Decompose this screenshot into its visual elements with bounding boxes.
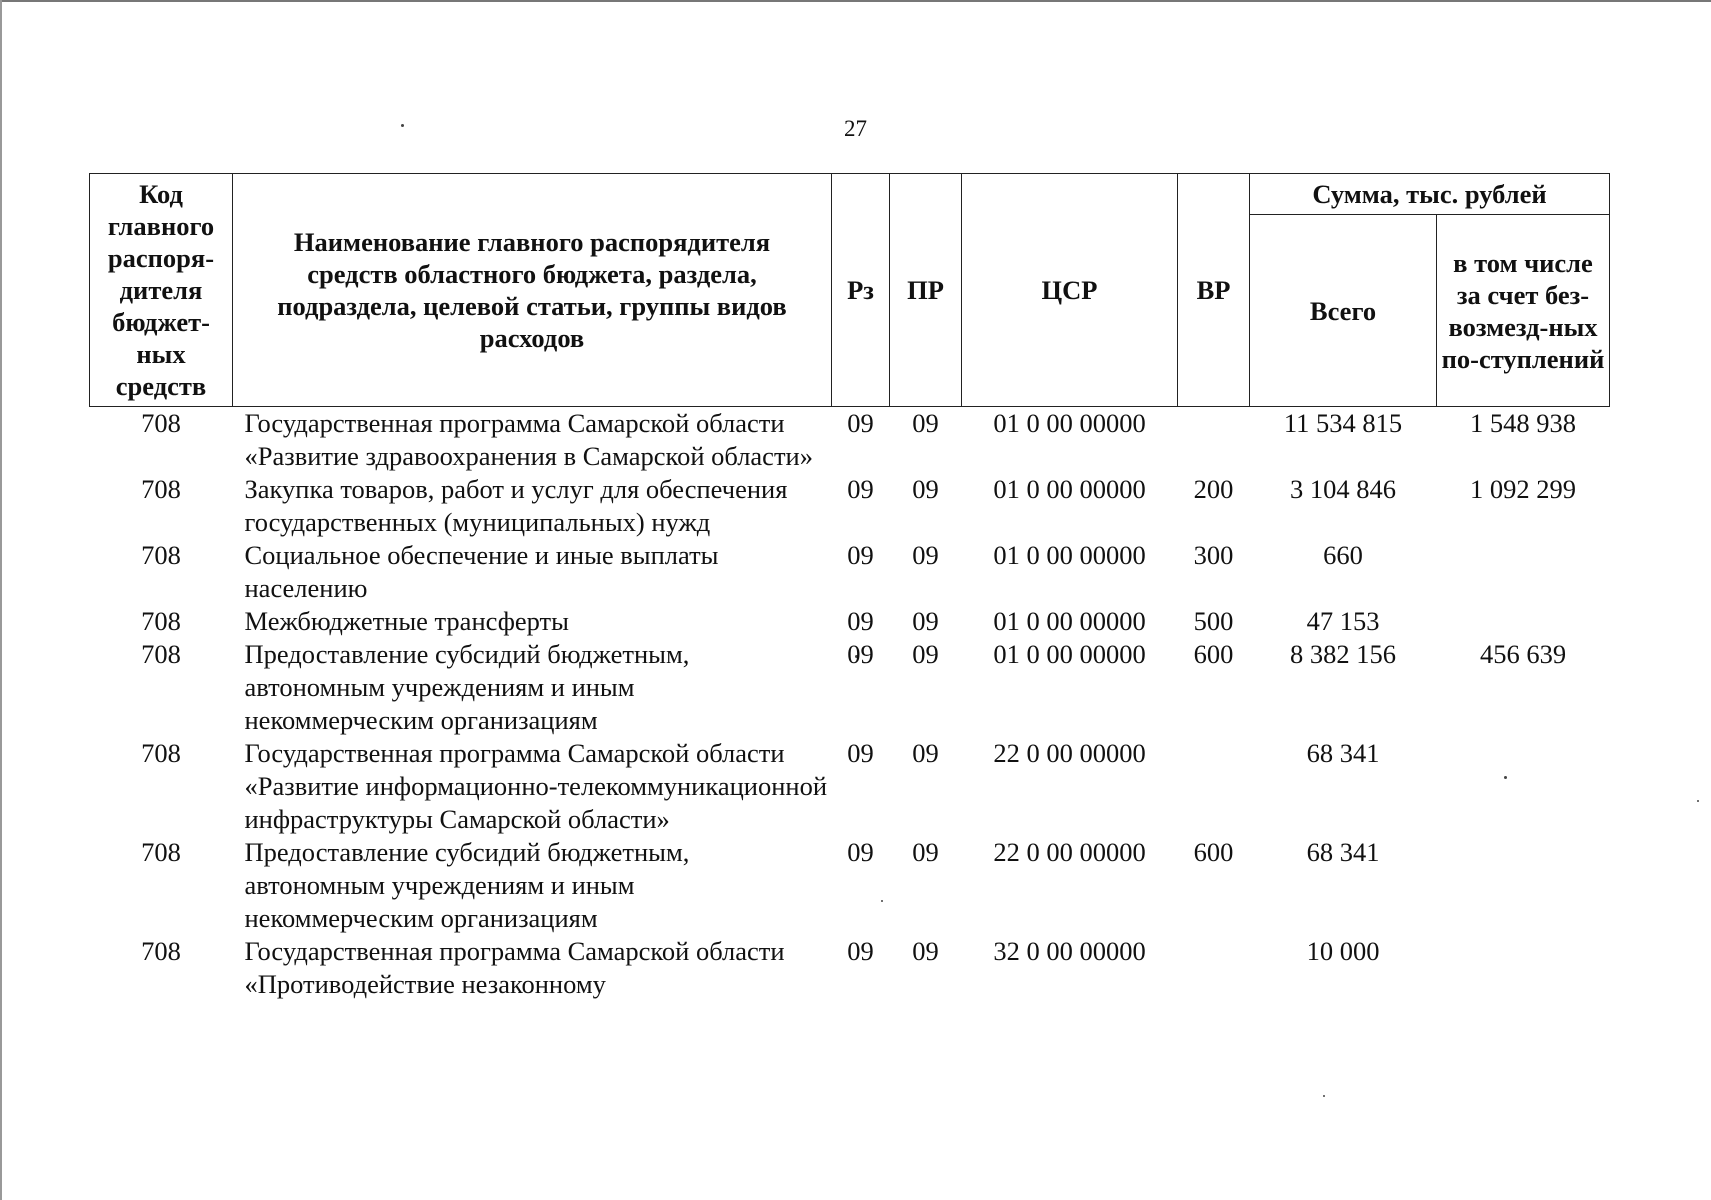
cell-vr: 600 (1193, 837, 1234, 867)
cell-name: Социальное обеспечение и иные выплаты населению (244, 540, 719, 603)
cell-pr: 09 (912, 738, 939, 768)
cell-free (1437, 539, 1610, 605)
cell-free (1437, 935, 1610, 1001)
cell-total: 8 382 156 (1290, 639, 1396, 669)
header-code: Код главного распоря-дителя бюджет-ных средств (90, 174, 233, 407)
cell-free (1437, 737, 1610, 836)
header-vr: ВР (1178, 174, 1250, 407)
table-row (90, 737, 1610, 836)
table-row (90, 473, 1610, 539)
cell-csr: 01 0 00 00000 (993, 408, 1146, 438)
cell-code: 708 (141, 837, 181, 867)
cell-name: Закупка товаров, работ и услуг для обеспечения государственных (муниципальных) нужд (244, 474, 788, 537)
cell-vr (1178, 737, 1250, 836)
cell-total: 660 (1323, 540, 1363, 570)
cell-pr: 09 (912, 936, 939, 966)
cell-vr: 300 (1193, 540, 1234, 570)
cell-total: 3 104 846 (1290, 474, 1396, 504)
header-free: в том числе за счет без-возмезд-ных по-ступлений (1437, 215, 1610, 407)
cell-code: 708 (141, 408, 181, 438)
cell-total: 10 000 (1306, 936, 1380, 966)
cell-name: Государственная программа Самарской области «Противодействие незаконному (244, 936, 785, 999)
cell-total: 47 153 (1306, 606, 1380, 636)
cell-name: Предоставление субсидий бюджетным, автономным учреждениям и иным некоммерческим организациям (244, 639, 690, 735)
cell-name: Предоставление субсидий бюджетным, автономным учреждениям и иным некоммерческим организациям (244, 837, 690, 933)
cell-total: 68 341 (1306, 837, 1380, 867)
cell-rz: 09 (847, 540, 874, 570)
cell-name: Государственная программа Самарской области «Развитие здравоохранения в Самарской области» (244, 408, 813, 471)
cell-vr (1178, 407, 1250, 474)
header-pr: ПР (890, 174, 962, 407)
table-body (90, 407, 1610, 1002)
cell-free (1437, 836, 1610, 935)
scan-edge-top (0, 0, 1711, 2)
cell-free: 1 092 299 (1470, 474, 1576, 504)
cell-vr: 200 (1193, 474, 1234, 504)
budget-table (89, 173, 1610, 1001)
table-row (90, 836, 1610, 935)
cell-csr: 01 0 00 00000 (993, 474, 1146, 504)
cell-name: Государственная программа Самарской области «Развитие информационно-телекоммуникационной инфраструктуры Самарской области» (244, 738, 827, 834)
cell-csr: 32 0 00 00000 (993, 936, 1146, 966)
cell-rz: 09 (847, 738, 874, 768)
header-name: Наименование главного распорядителя средств областного бюджета, раздела, подраздела, целевой статьи, группы видов расходов (233, 174, 832, 407)
cell-rz: 09 (847, 606, 874, 636)
table-row (90, 539, 1610, 605)
cell-code: 708 (141, 606, 181, 636)
cell-code: 708 (141, 738, 181, 768)
cell-free (1437, 605, 1610, 638)
cell-free: 1 548 938 (1470, 408, 1576, 438)
cell-rz: 09 (847, 639, 874, 669)
cell-pr: 09 (912, 837, 939, 867)
cell-free: 456 639 (1479, 639, 1567, 669)
cell-rz: 09 (847, 408, 874, 438)
cell-total: 68 341 (1306, 738, 1380, 768)
header-total: Всего (1250, 215, 1437, 407)
cell-rz: 09 (847, 837, 874, 867)
header-csr: ЦСР (962, 174, 1178, 407)
header-sum: Сумма, тыс. рублей (1250, 174, 1610, 215)
table-row (90, 638, 1610, 737)
header-rz: Рз (832, 174, 890, 407)
cell-vr (1178, 935, 1250, 1001)
cell-pr: 09 (912, 606, 939, 636)
scan-edge-left (0, 0, 2, 1200)
cell-vr: 600 (1193, 639, 1234, 669)
cell-vr: 500 (1193, 606, 1234, 636)
cell-code: 708 (141, 639, 181, 669)
cell-pr: 09 (912, 408, 939, 438)
scan-speck (1697, 800, 1699, 802)
table-row (90, 605, 1610, 638)
cell-code: 708 (141, 936, 181, 966)
table-row (90, 935, 1610, 1001)
cell-csr: 01 0 00 00000 (993, 540, 1146, 570)
cell-pr: 09 (912, 639, 939, 669)
scan-speck (1323, 1095, 1325, 1097)
table-header (90, 174, 1610, 407)
cell-code: 708 (141, 540, 181, 570)
cell-pr: 09 (912, 474, 939, 504)
cell-pr: 09 (912, 540, 939, 570)
cell-total: 11 534 815 (1283, 408, 1403, 438)
cell-rz: 09 (847, 936, 874, 966)
cell-csr: 22 0 00 00000 (993, 837, 1146, 867)
cell-csr: 01 0 00 00000 (993, 639, 1146, 669)
cell-rz: 09 (847, 474, 874, 504)
cell-code: 708 (141, 474, 181, 504)
cell-name: Межбюджетные трансферты (244, 606, 569, 636)
table-row (90, 407, 1610, 474)
cell-csr: 01 0 00 00000 (993, 606, 1146, 636)
page-number: 27 (844, 116, 867, 141)
cell-csr: 22 0 00 00000 (993, 738, 1146, 768)
